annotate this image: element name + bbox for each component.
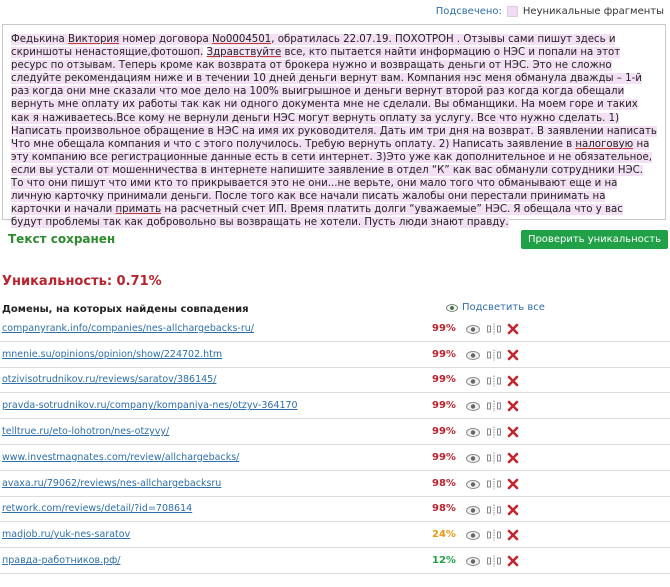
compare-icon[interactable] [487, 375, 501, 387]
compare-icon[interactable] [487, 478, 501, 490]
match-percent: 99% [432, 348, 456, 360]
compare-icon[interactable] [487, 452, 501, 464]
highlight-all-link[interactable] [446, 302, 545, 313]
domain-list [0, 316, 670, 574]
eye-icon[interactable] [466, 480, 480, 489]
legend-label: Подсвечено: [435, 6, 502, 17]
delete-icon[interactable] [507, 555, 519, 567]
delete-icon[interactable] [507, 400, 519, 412]
match-percent: 99% [432, 374, 456, 386]
eye-icon[interactable] [466, 428, 480, 437]
uniqueness-value: Уникальность: 0.71% [2, 274, 162, 289]
domain-link[interactable]: telltrue.ru/eto-lohotron/nes-otzyvy/ [2, 426, 170, 438]
highlighted-fragment: все, кто пытается найти информацию о НЭС и попали на этот ресурс по отзывам. Теперь кроме как возврата от брокера нужно и возвращать деньги от НЭС. Это не сложно следуйте рекомендациям ниже и в течении 10 дней деньги вернут вам. Компания нэс меня обманула дважды – 1-й раз когда они мне сказали что мое дело на 100% выигрышное и деньги вернут второй раз когда когда обещали вернуть мне оплату их работы так как ни одного документа мне не сделали. Вы обманщики. На моем горе и таких как я наживаетесь.Все кому не вернули деньги НЭС могут вернуть оплату за услугу. Все что нужно сделать. 1) Написать произвольное обращение в НЭС на имя их руководителя. Дать им три дня на возврат. В заявлении написать Что мне обещала компания и что с этого получилось. Требую вернуть оплату. 2) Написать заявление в [11, 47, 657, 150]
highlighted-fragment: примать [115, 204, 162, 216]
domain-link[interactable]: правда-работников.рф/ [2, 555, 121, 567]
delete-icon[interactable] [507, 323, 519, 335]
domain-row [0, 316, 670, 342]
delete-icon[interactable] [507, 452, 519, 464]
eye-icon[interactable] [466, 377, 480, 386]
domain-link[interactable]: madjob.ru/yuk-nes-saratov [2, 529, 131, 541]
check-uniqueness-button[interactable]: Проверить уникальность [521, 230, 668, 249]
compare-icon[interactable] [487, 426, 501, 438]
compare-icon[interactable] [487, 504, 501, 516]
eye-icon[interactable] [466, 557, 480, 566]
highlighted-fragment: на расчетный счет ИП. Время платить долги “уважаемые” НЭС. Я обещала что у вас будут проблемы так как добровольно вы возвращать не хотели. Пусть люди знают правду. [11, 204, 623, 229]
domain-row [0, 445, 670, 471]
delete-icon[interactable] [507, 478, 519, 490]
delete-icon[interactable] [507, 504, 519, 516]
eye-icon[interactable] [466, 325, 480, 334]
domain-row [0, 419, 670, 445]
highlight-legend [436, 6, 664, 17]
highlighted-fragment: Здравствуйте [206, 47, 282, 59]
domain-link[interactable]: otzivisotrudnikov.ru/reviews/saratov/386145/ [2, 374, 217, 386]
match-percent: 99% [432, 451, 456, 463]
domain-link[interactable]: pravda-sotrudnikov.ru/company/kompaniya-nes/otzyv-364170 [2, 400, 298, 412]
domain-link[interactable]: companyrank.info/companies/nes-allchargebacks-ru/ [2, 322, 254, 334]
domain-row [0, 497, 670, 523]
highlight-all-label: Подсветить все [462, 302, 545, 313]
delete-icon[interactable] [507, 426, 519, 438]
eye-icon[interactable] [466, 531, 480, 540]
highlighted-fragment: налоговую [575, 138, 634, 150]
legend-item: Неуникальные фрагменты [522, 6, 664, 17]
highlighted-fragment: номер договора [119, 34, 213, 45]
domain-row [0, 368, 670, 394]
match-percent: 98% [432, 477, 456, 489]
domain-link[interactable]: mnenie.su/opinions/opinion/show/224702.htm [2, 348, 223, 360]
saved-status: Текст сохранен [8, 232, 116, 246]
match-percent: 99% [432, 322, 456, 334]
domain-row [0, 471, 670, 497]
highlighted-fragment: на эту компанию все регистрационные данные есть в сети интернет. 3)Это уже как дополнительное и не обязательное, если вы устали от мошенничества в интернете напишите заявление в отдел “К” как вас обманули сотрудники НЭС. То что они пишут что ими кто то прикрывается это не они...не верьте, они мало того что обманывают еще и на личную карточку принимали деньги. После того как все начали писать жалобы они перестали принимать на карточки и начали [11, 138, 652, 216]
domain-row [0, 522, 670, 548]
eye-icon[interactable] [466, 454, 480, 463]
match-percent: 99% [432, 426, 456, 438]
highlighted-fragment: , обратилась 22.07.19. ПОХОТРОН . Отзывы сами пишут здесь и скриншоты ненастоящие,фотошоп. [11, 34, 616, 59]
compare-icon[interactable] [487, 400, 501, 412]
match-percent: 98% [432, 503, 456, 515]
delete-icon[interactable] [507, 349, 519, 361]
match-percent: 24% [432, 529, 456, 541]
checked-text-area[interactable] [2, 24, 666, 229]
eye-icon[interactable] [466, 351, 480, 360]
delete-icon[interactable] [507, 529, 519, 541]
highlighted-fragment: Федькина [11, 34, 69, 45]
match-percent: 99% [432, 400, 456, 412]
match-percent: 12% [432, 555, 456, 567]
compare-icon[interactable] [487, 529, 501, 541]
domain-row [0, 393, 670, 419]
legend-swatch [507, 6, 518, 17]
highlighted-fragment: Виктория [68, 34, 120, 45]
compare-icon[interactable] [487, 555, 501, 567]
eye-icon[interactable] [466, 506, 480, 515]
delete-icon[interactable] [507, 375, 519, 387]
domain-link[interactable]: www.investmagnates.com/review/allchargebacks/ [2, 451, 240, 463]
domain-row [0, 548, 670, 574]
eye-icon [446, 304, 458, 312]
domains-header: Домены, на которых найдены совпадения [2, 304, 249, 315]
compare-icon[interactable] [487, 349, 501, 361]
domain-row [0, 342, 670, 368]
compare-icon[interactable] [487, 323, 501, 335]
eye-icon[interactable] [466, 402, 480, 411]
domain-link[interactable]: avaxa.ru/79062/reviews/nes-allchargebacksru [2, 477, 222, 489]
highlighted-fragment: No0004501 [212, 34, 272, 45]
domain-link[interactable]: retwork.com/reviews/detail/?id=708614 [2, 503, 193, 515]
